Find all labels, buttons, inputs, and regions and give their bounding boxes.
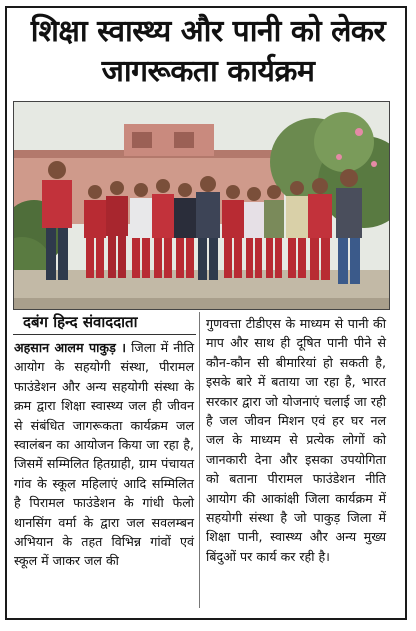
column-2-text: गुणवत्ता टीडीएस के माध्यम से पानी की माप और साथ ही दूषित पानी पीने से कौन-कौन सी बीमारियां हो सकती है, इसके बारे में बताया जा रहा है, भारत सरकार द्वारा जो योजनाएं चलाई जा रही है जल जीवन मिशन एवं हर घर नल जल के माध्यम से प्रत्येक लोगों को जानकारी देना और इसका उपयोगिता को बताना पीरामल फाउंडेशन नीति आयोग की आकांक्षी जिला कार्यक्रम में सहयोगी संस्था है जो पाकुड़ जिला में शिक्षा पानी, स्वास्थ्य और अन्य मुख्य बिंदुओं पर कार्य कर रही है।	[206, 316, 386, 564]
byline-rule	[13, 334, 196, 335]
headline-line-1: शिक्षा स्वास्थ्य और पानी को लेकर	[30, 14, 386, 49]
headline-line-2: जागरूकता कार्यक्रम	[101, 54, 315, 89]
news-photo	[13, 101, 390, 310]
column-divider	[199, 312, 200, 608]
dateline: अहसान आलम पाकुड़ ।	[14, 340, 127, 355]
article-column-2	[206, 314, 386, 566]
byline: दबंग हिन्द संवाददाता	[23, 313, 138, 331]
headline	[12, 12, 404, 92]
article-column-1	[14, 338, 194, 571]
column-1-text: जिला में नीति आयोग के सहयोगी संस्था, पीरामल फाउंडेशन और अन्य सहयोगी संस्था के क्रम द्वारा शिक्षा स्वास्थ्य जल ही जीवन से संबंधित जागरूकता कार्यक्रम जल स्वालंबन का आयोजन किया जा रहा है, जिसमें सम्मिलित हितग्राही, ग्राम पंचायत गांव के स्कूल महिलाएं आदि सम्मिलित है पिरामल फाउंडेशन के गांधी फेलो थानसिंग वर्मा के द्वारा जल सवलम्बन अभियान के तहत विभिन्न गांवों एवं स्कूल में जाकर जल की	[14, 340, 195, 569]
group-photo-image	[14, 102, 389, 309]
